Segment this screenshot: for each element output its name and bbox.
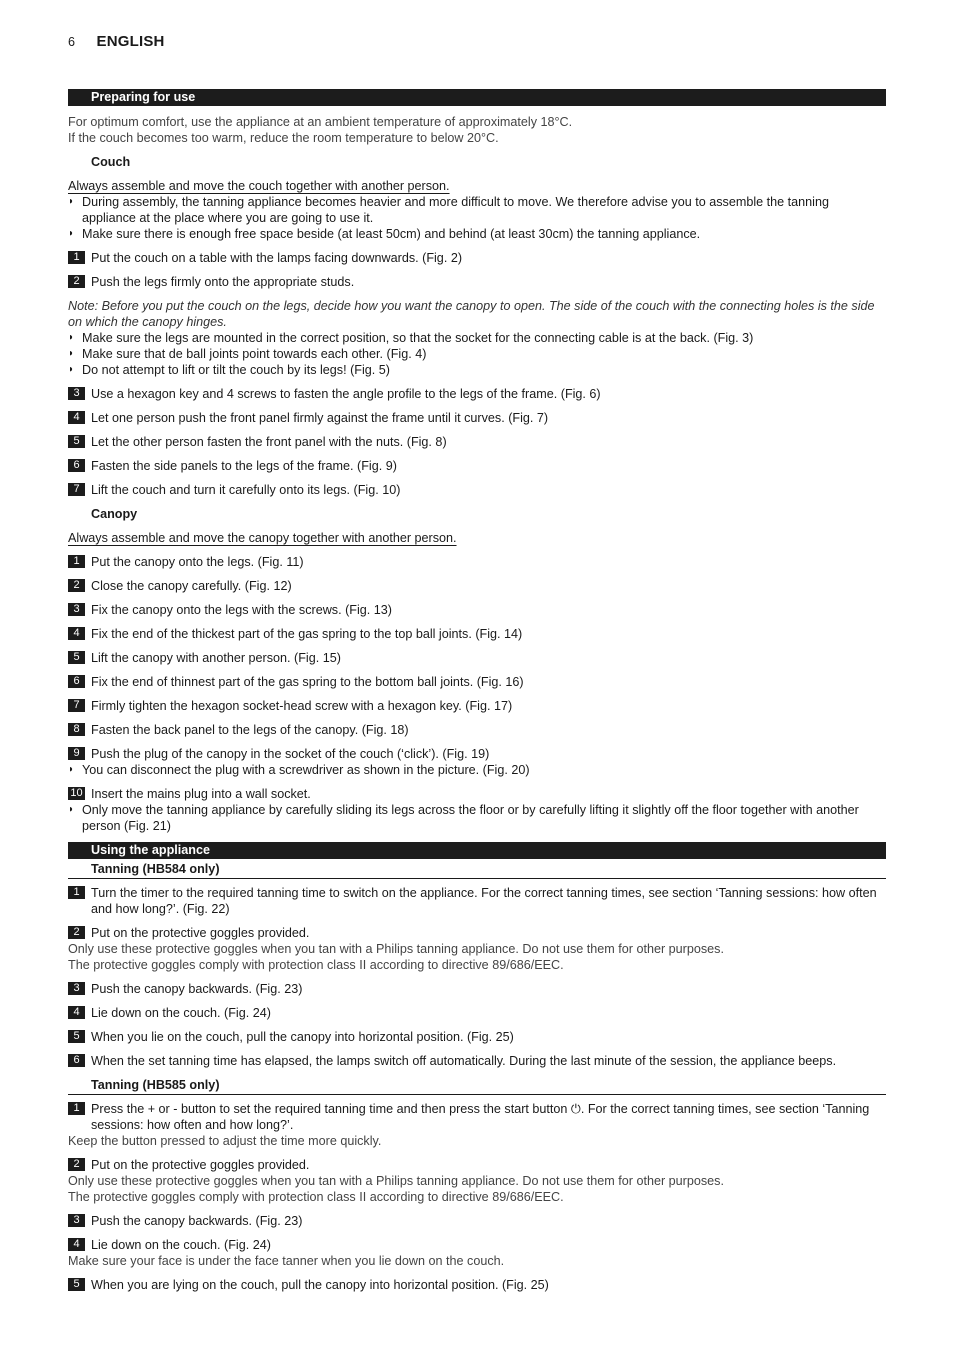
canopy-warning: Always assemble and move the canopy together with another person.	[68, 531, 457, 545]
page-body	[68, 89, 886, 1293]
step-paragraph: The protective goggles comply with protection class II according to directive 89/686/EEC.	[68, 958, 564, 972]
step-item: 5 Let the other person fasten the front panel with the nuts. (Fig. 8)	[68, 434, 886, 450]
step-item: 9 Push the plug of the canopy in the socket of the couch (‘click’). (Fig. 19)	[68, 746, 886, 762]
step-item: 6 When the set tanning time has elapsed, the lamps switch off automatically. During the last minute of the session, the appliance beeps.	[68, 1053, 886, 1069]
bullet-item: ◗ You can disconnect the plug with a screwdriver as shown in the picture. (Fig. 20)	[68, 762, 886, 778]
step-item: 3 Push the canopy backwards. (Fig. 23)	[68, 981, 886, 997]
step-item: 4 Fix the end of the thickest part of the gas spring to the top ball joints. (Fig. 14)	[68, 626, 886, 642]
subheading-couch: Couch	[91, 155, 131, 169]
step-paragraph: Only use these protective goggles when you tan with a Philips tanning appliance. Do not use them for other purposes.	[68, 942, 724, 956]
step-item: 5 Lift the canopy with another person. (Fig. 15)	[68, 650, 886, 666]
step-item: 4 Lie down on the couch. (Fig. 24)	[68, 1005, 886, 1021]
step-item: 5 When you are lying on the couch, pull the canopy into horizontal position. (Fig. 25)	[68, 1277, 886, 1293]
step-paragraph: Only use these protective goggles when you tan with a Philips tanning appliance. Do not use them for other purposes.	[68, 1174, 724, 1188]
bullet-item: ◗ Do not attempt to lift or tilt the couch by its legs! (Fig. 5)	[68, 362, 886, 378]
language-title: ENGLISH	[96, 33, 165, 50]
bullet-item: ◗ Make sure there is enough free space beside (at least 50cm) and behind (at least 30cm) the tanning appliance.	[68, 226, 886, 242]
intro-line: For optimum comfort, use the appliance at an ambient temperature of approximately 18°C.	[68, 115, 573, 129]
step-paragraph: Make sure your face is under the face tanner when you lie down on the couch.	[68, 1254, 505, 1268]
section-bar-using: Using the appliance	[68, 842, 886, 859]
subheading-hb584: Tanning (HB584 only)	[68, 861, 886, 879]
step-item: 1 Turn the timer to the required tanning time to switch on the appliance. For the correct tanning times, see section ‘Tanning sessions: how often and how long?’. (Fig. 22)	[68, 885, 886, 917]
step-item: 4 Lie down on the couch. (Fig. 24)	[68, 1237, 886, 1253]
bullet-item: ◗ Make sure that de ball joints point towards each other. (Fig. 4)	[68, 346, 886, 362]
step-item: 2 Close the canopy carefully. (Fig. 12)	[68, 578, 886, 594]
step-item: 5 When you lie on the couch, pull the canopy into horizontal position. (Fig. 25)	[68, 1029, 886, 1045]
couch-warning: Always assemble and move the couch together with another person.	[68, 179, 450, 193]
subheading-hb585: Tanning (HB585 only)	[68, 1077, 886, 1095]
section-bar-preparing: Preparing for use	[68, 89, 886, 106]
step-item: 1 Press the + or - button to set the required tanning time and then press the start button ⏻. For the correct tanning times, see section ‘Tanning sessions: how often and how long?’.	[68, 1101, 886, 1133]
note-text: Note: Before you put the couch on the legs, decide how you want the canopy to open. The side of the couch with the connecting holes is the side on which the canopy hinges.	[68, 299, 875, 329]
step-item: 8 Fasten the back panel to the legs of the canopy. (Fig. 18)	[68, 722, 886, 738]
step-item: 6 Fix the end of thinnest part of the gas spring to the bottom ball joints. (Fig. 16)	[68, 674, 886, 690]
step-item: 7 Lift the couch and turn it carefully onto its legs. (Fig. 10)	[68, 482, 886, 498]
step-item: 6 Fasten the side panels to the legs of the frame. (Fig. 9)	[68, 458, 886, 474]
step-item: 3 Push the canopy backwards. (Fig. 23)	[68, 1213, 886, 1229]
intro-line: If the couch becomes too warm, reduce the room temperature to below 20°C.	[68, 131, 499, 145]
step-paragraph: The protective goggles comply with protection class II according to directive 89/686/EEC.	[68, 1190, 564, 1204]
subheading-canopy: Canopy	[91, 507, 138, 521]
step-item: 3 Fix the canopy onto the legs with the screws. (Fig. 13)	[68, 602, 886, 618]
step-item: 2 Put on the protective goggles provided.	[68, 1157, 886, 1173]
step-item: 1 Put the couch on a table with the lamps facing downwards. (Fig. 2)	[68, 250, 886, 266]
bullet-item: ◗ Only move the tanning appliance by carefully sliding its legs across the floor or by carefully lifting it slightly off the floor together with another person (Fig. 21)	[68, 802, 886, 834]
step-item: 4 Let one person push the front panel firmly against the frame until it curves. (Fig. 7)	[68, 410, 886, 426]
bullet-item: ◗ Make sure the legs are mounted in the correct position, so that the socket for the connecting cable is at the back. (Fig. 3)	[68, 330, 886, 346]
step-item: 2 Push the legs firmly onto the appropriate studs.	[68, 274, 886, 290]
page-number: 6	[68, 35, 76, 49]
step-item: 7 Firmly tighten the hexagon socket-head screw with a hexagon key. (Fig. 17)	[68, 698, 886, 714]
step-item: 10 Insert the mains plug into a wall socket.	[68, 786, 886, 802]
step-item: 1 Put the canopy onto the legs. (Fig. 11)	[68, 554, 886, 570]
step-item: 2 Put on the protective goggles provided.	[68, 925, 886, 941]
bullet-item: ◗ During assembly, the tanning appliance becomes heavier and more difficult to move. We therefore advise you to assemble the tanning appliance at the place where you are going to use it.	[68, 194, 886, 226]
step-item: 3 Use a hexagon key and 4 screws to fasten the angle profile to the legs of the frame. (Fig. 6)	[68, 386, 886, 402]
step-paragraph: Keep the button pressed to adjust the time more quickly.	[68, 1134, 382, 1148]
page-header	[68, 34, 165, 54]
